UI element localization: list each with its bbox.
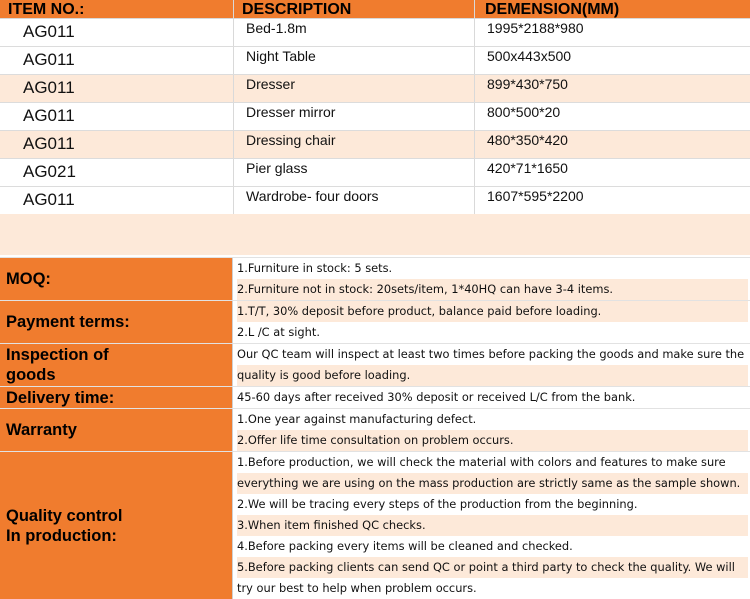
dimension-cell: 500x443x500: [487, 48, 572, 64]
warranty-line-2: 2.Offer life time consultation on problem occurs.: [237, 430, 748, 451]
table-row: [0, 131, 750, 159]
warranty-label: Warranty: [0, 409, 233, 451]
quality-line-1: 1.Before production, we will check the material with colors and features to make sure: [237, 452, 748, 473]
moq-content: [233, 258, 750, 300]
table-row: [0, 187, 750, 215]
quality-label-line-2: In production:: [6, 526, 117, 545]
quality-line-3: 2.We will be tracing every steps of the production from the beginning.: [237, 494, 748, 515]
dimension-cell: 1995*2188*980: [487, 20, 584, 36]
quality-line-4: 3.When item finished QC checks.: [237, 515, 748, 536]
description-cell: Wardrobe- four doors: [234, 187, 475, 214]
quality-line-7: try our best to help when problem occurs.: [237, 578, 748, 599]
quality-line-5: 4.Before packing every items will be cleaned and checked.: [237, 536, 748, 557]
payment-line-1: 1.T/T, 30% deposit before product, balance paid before loading.: [237, 301, 748, 322]
header-item-no: ITEM NO.:: [0, 0, 234, 18]
item-no-cell: AG011: [0, 131, 234, 158]
description-cell: Pier glass: [234, 159, 475, 186]
item-no-cell: AG011: [0, 187, 234, 214]
dimension-cell: 899*430*750: [487, 76, 568, 92]
description-cell: Bed-1.8m: [234, 19, 475, 46]
terms-table: [0, 257, 750, 599]
table-row: [0, 19, 750, 47]
warranty-line-1: 1.One year against manufacturing defect.: [237, 409, 748, 430]
inspection-line-2: quality is good before loading.: [237, 365, 748, 386]
moq-row: [0, 257, 750, 300]
payment-content: [233, 301, 750, 343]
inspection-label: [0, 344, 233, 386]
product-table: [0, 0, 750, 215]
description-cell: Night Table: [234, 47, 475, 74]
delivery-line-1: 45-60 days after received 30% deposit or received L/C from the bank.: [237, 387, 748, 408]
moq-line-2: 2.Furniture not in stock: 20sets/item, 1*40HQ can have 3-4 items.: [237, 279, 748, 300]
item-no-cell: AG011: [0, 47, 234, 74]
moq-line-1: 1.Furniture in stock: 5 sets.: [237, 258, 748, 279]
dimension-cell: 480*350*420: [487, 132, 568, 148]
quality-content: [233, 452, 750, 599]
item-no-cell: AG011: [0, 75, 234, 102]
quality-label: [0, 452, 233, 599]
quality-line-6: 5.Before packing clients can send QC or point a third party to check the quality. We will: [237, 557, 748, 578]
description-cell: Dresser mirror: [234, 103, 475, 130]
quality-line-2: everything we are using on the mass production are strictly same as the sample shown.: [237, 473, 748, 494]
table-row: [0, 47, 750, 75]
item-no-cell: AG011: [0, 19, 234, 46]
dimension-cell: 420*71*1650: [487, 160, 568, 176]
product-table-header: [0, 0, 750, 19]
header-description: DESCRIPTION: [234, 0, 475, 18]
dimension-cell: 800*500*20: [487, 104, 561, 120]
payment-row: [0, 300, 750, 343]
dimension-cell: 1607*595*2200: [487, 188, 584, 204]
inspection-line-1: Our QC team will inspect at least two times before packing the goods and make sure the: [237, 344, 748, 365]
payment-line-2: 2.L /C at sight.: [237, 322, 748, 343]
inspection-content: [233, 344, 750, 386]
table-row: [0, 75, 750, 103]
description-cell: Dresser: [234, 75, 475, 102]
item-no-cell: AG011: [0, 103, 234, 130]
header-dimension: DEMENSION(MM): [485, 1, 620, 18]
table-row: [0, 159, 750, 187]
warranty-content: [233, 409, 750, 451]
warranty-row: [0, 408, 750, 451]
section-spacer: [0, 214, 750, 255]
payment-label: Payment terms:: [0, 301, 233, 343]
delivery-content: [233, 387, 750, 408]
inspection-row: [0, 343, 750, 386]
inspection-label-line-1: Inspection of: [6, 346, 109, 364]
quality-row: [0, 451, 750, 599]
inspection-label-line-2: goods: [6, 366, 56, 384]
table-row: [0, 103, 750, 131]
quality-label-line-1: Quality control: [6, 506, 123, 525]
moq-label: MOQ:: [0, 258, 233, 300]
item-no-cell: AG021: [0, 159, 234, 186]
delivery-row: [0, 386, 750, 408]
delivery-label: Delivery time:: [0, 387, 233, 408]
description-cell: Dressing chair: [234, 131, 475, 158]
